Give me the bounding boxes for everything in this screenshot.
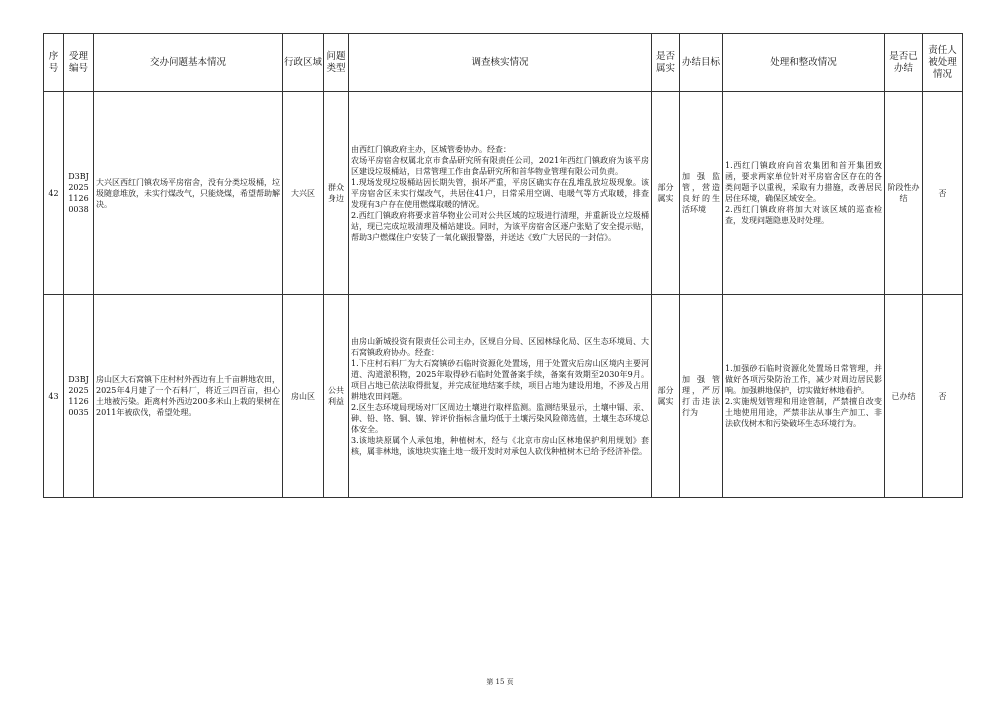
header-id: 受理编号 [64,34,94,92]
cell-done: 阶段性办结 [885,92,923,295]
cell-investigation [349,92,652,295]
header-handling: 处理和整改情况 [723,34,885,92]
investigation-paragraph: 由房山新城投资有限责任公司主办，区规自分局、区园林绿化局、区生态环境局、大石窝镇政府协办。经查： [351,336,649,357]
header-row [44,34,963,92]
handling-paragraph: 2.西红门镇政府将加大对该区域的巡查检查，发现问题隐患及时处理。 [725,205,882,225]
investigation-paragraph: 1.下庄村石料厂为大石窝镇砂石临时资源化处置场，用于处置灾后房山区境内主要河道、沟道淤积物，2025年取得砂石临时处置备案手续，备案有效期至2030年9月。项目占地已依法取得批复，并完成征地结案手续，项目占地为建设用地，不涉及占用耕地农田问题。 [351,358,649,401]
page-number: 第 15 页 [486,678,514,686]
handling-paragraph: 2.实施规划管理和用途管制，严禁擅自改变土地使用用途，严禁非法从事生产加工、非法砍伐树木和污染破坏生态环境行为。 [725,397,882,428]
cell-seq: 42 [44,92,64,295]
complaint-table [43,33,963,498]
header-issue: 交办问题基本情况 [94,34,283,92]
investigation-paragraph: 2.西红门镇政府将要求首华物业公司对公共区域的垃圾进行清理，并重新设立垃圾桶站，现已完成垃圾清理及桶站建设。同时，为该平房宿舍区逐户张贴了安全提示贴，帮助3户燃煤住户安装了一氧化碳报警器，并送达《致广大居民的一封信》。 [351,210,649,242]
cell-valid: 部分属实 [652,92,680,295]
cell-seq: 43 [44,295,64,498]
investigation-paragraph: 3.该地块原属个人承包地，种植树木，经与《北京市房山区林地保护利用规划》套核，属非林地，该地块实施土地一级开发时对承包人砍伐种植树木已给予经济补偿。 [351,435,649,456]
header-region: 行政区域 [283,34,324,92]
header-accountability: 责任人被处理情况 [923,34,963,92]
cell-issue: 大兴区西红门镇农场平房宿舍，没有分类垃圾桶，垃圾随意堆放，未实行煤改气，只能烧煤，希望帮助解决。 [94,92,283,295]
cell-investigation [349,295,652,498]
cell-valid: 部分属实 [652,295,680,498]
investigation-paragraph: 1.现场发现垃圾桶站因长期失管，损坏严重，平房区确实存在乱堆乱放垃圾现象。该平房宿舍区未实行煤改气，共居住41户，日常采用空调、电暖气等方式取暖，排查发现有3户存在使用燃煤取暖的情况。 [351,177,649,209]
header-type: 问题类型 [324,34,349,92]
investigation-paragraph: 农场平房宿舍权属北京市食品研究所有限责任公司，2021年西红门镇政府为该平房区建设垃圾桶站，日常管理工作由食品研究所和首华物业管理有限公司负责。 [351,155,649,176]
cell-accountability: 否 [923,295,963,498]
cell-id: D3BJ202511260035 [64,295,94,498]
cell-id: D3BJ202511260038 [64,92,94,295]
header-done: 是否已办结 [885,34,923,92]
header-seq: 序号 [44,34,64,92]
header-investigation: 调查核实情况 [349,34,652,92]
cell-goal: 加强监管，营造良好的生活环境 [680,92,723,295]
handling-paragraph: 1.加强砂石临时资源化处置场日常管理，并做好各项污染防治工作，减少对周边居民影响。加强耕地保护，切实做好林地看护。 [725,364,882,395]
investigation-paragraph: 2.区生态环境局现场对厂区周边土壤进行取样监测。监测结果显示，土壤中镉、汞、砷、铅、铬、铜、镍、锌评价指标含量均低于土壤污染风险筛选值，土壤生态环境总体安全。 [351,402,649,434]
cell-issue: 房山区大石窝镇下庄村村外西边有上千亩耕地农田，2025年4月建了一个石料厂，将近三四百亩，担心土地被污染。距离村外西边200多米山上栽的果树在2011年被砍伐，希望处理。 [94,295,283,498]
cell-done: 已办结 [885,295,923,498]
cell-handling [723,92,885,295]
table-row [44,92,963,295]
cell-region: 大兴区 [283,92,324,295]
header-valid: 是否属实 [652,34,680,92]
cell-handling [723,295,885,498]
cell-type: 公共利益 [324,295,349,498]
investigation-paragraph: 由西红门镇政府主办，区城管委协办。经查： [351,144,511,154]
handling-paragraph: 1.西红门镇政府向首农集团和首开集团致函，要求两家单位针对平房宿舍区存在的各类问题予以重视，采取有力措施，改善居民居住环境，确保区域安全。 [725,161,882,203]
header-goal: 办结目标 [680,34,723,92]
table-row [44,295,963,498]
cell-region: 房山区 [283,295,324,498]
cell-accountability: 否 [923,92,963,295]
cell-type: 群众身边 [324,92,349,295]
cell-goal: 加强管理，严厉打击违法行为 [680,295,723,498]
